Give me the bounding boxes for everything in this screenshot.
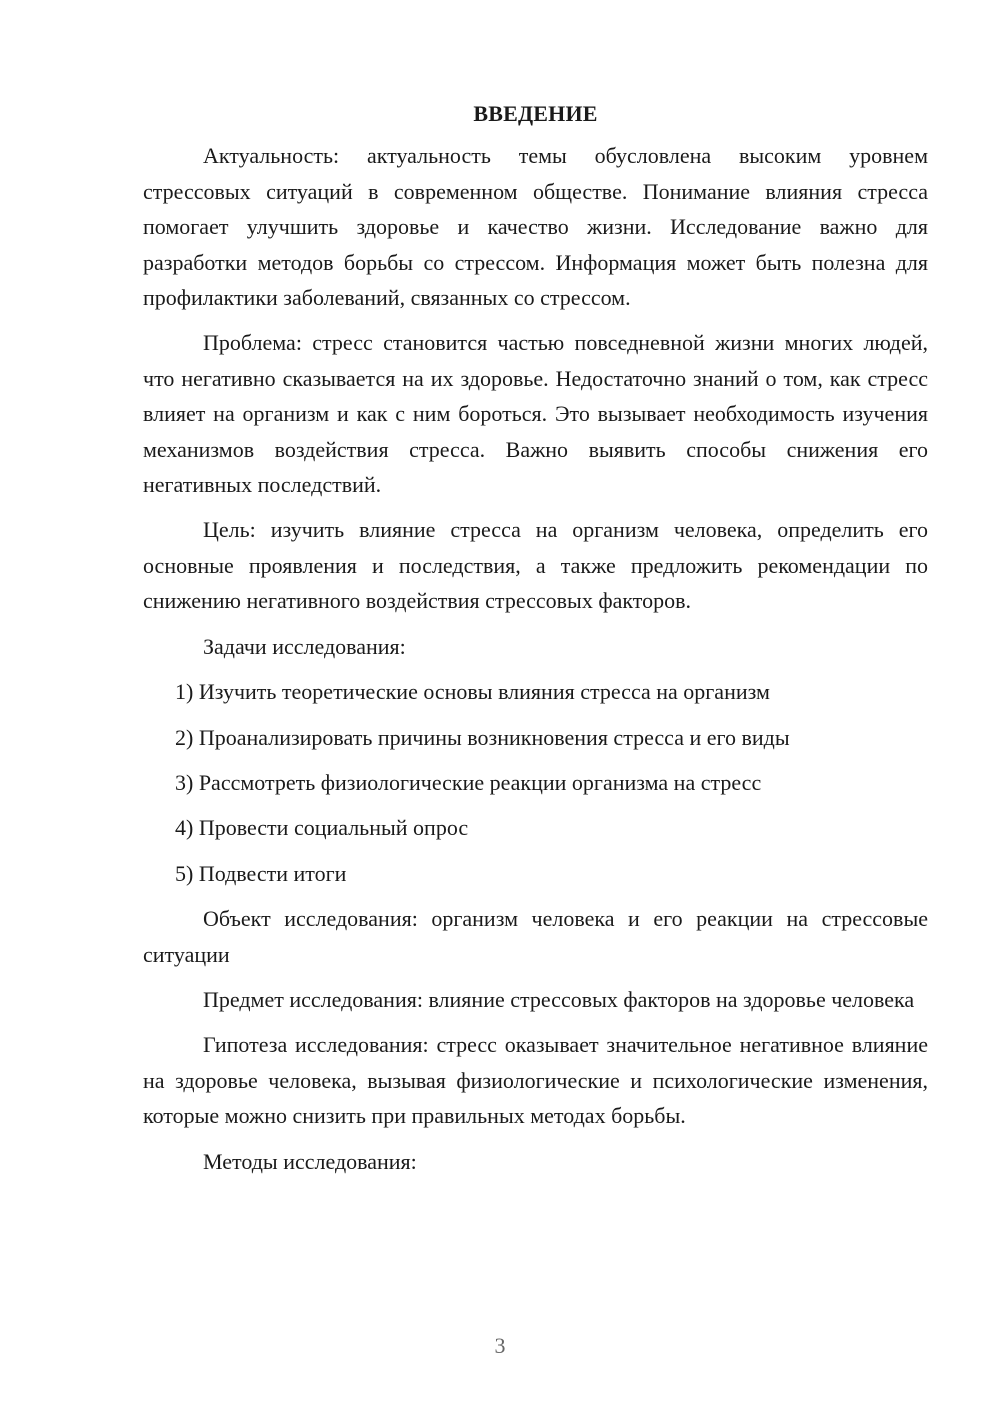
section-title: ВВЕДЕНИЕ bbox=[473, 101, 598, 126]
paragraph-relevance: Актуальность: актуальность темы обусловлена высоким уровнем стрессовых ситуаций в современном обществе. Понимание влияния стресса помогает улучшить здоровье и качество жизни. Исследование важно для разработки методов борьбы со стрессом. Информация может быть полезна для профилактики заболеваний, связанных со стрессом. bbox=[143, 143, 928, 311]
tasks-list bbox=[143, 674, 928, 891]
list-item: 2) Проанализировать причины возникновения стресса и его виды bbox=[175, 724, 790, 750]
list-item: 1) Изучить теоретические основы влияния стресса на организм bbox=[175, 679, 770, 705]
tasks-label: Задачи исследования: bbox=[203, 633, 406, 659]
list-item: 4) Провести социальный опрос bbox=[175, 815, 469, 841]
list-item: 5) Подвести итоги bbox=[175, 860, 347, 886]
list-item: 3) Рассмотреть физиологические реакции организма на стресс bbox=[175, 769, 762, 795]
paragraph-object: Объект исследования: организм человека и его реакции на стрессовые ситуации bbox=[143, 906, 928, 967]
paragraph-problem: Проблема: стресс становится частью повседневной жизни многих людей, что негативно сказывается на их здоровье. Недостаточно знаний о том, как стресс влияет на организм и как с ним бороться. Это вызывает необходимость изучения механизмов воздействия стресса. Важно выявить способы снижения его негативных последствий. bbox=[143, 330, 928, 498]
paragraph-hypothesis: Гипотеза исследования: стресс оказывает значительное негативное влияние на здоровье человека, вызывая физиологические и психологические изменения, которые можно снизить при правильных методах борьбы. bbox=[143, 1032, 928, 1129]
page-number: 3 bbox=[494, 1333, 506, 1358]
paragraph-subject: Предмет исследования: влияние стрессовых факторов на здоровье человека bbox=[203, 986, 915, 1012]
paragraph-goal: Цель: изучить влияние стресса на организм человека, определить его основные проявления и последствия, а также предложить рекомендации по снижению негативного воздействия стрессовых факторов. bbox=[143, 517, 928, 614]
document-page bbox=[143, 96, 928, 1189]
methods-label: Методы исследования: bbox=[203, 1148, 417, 1174]
